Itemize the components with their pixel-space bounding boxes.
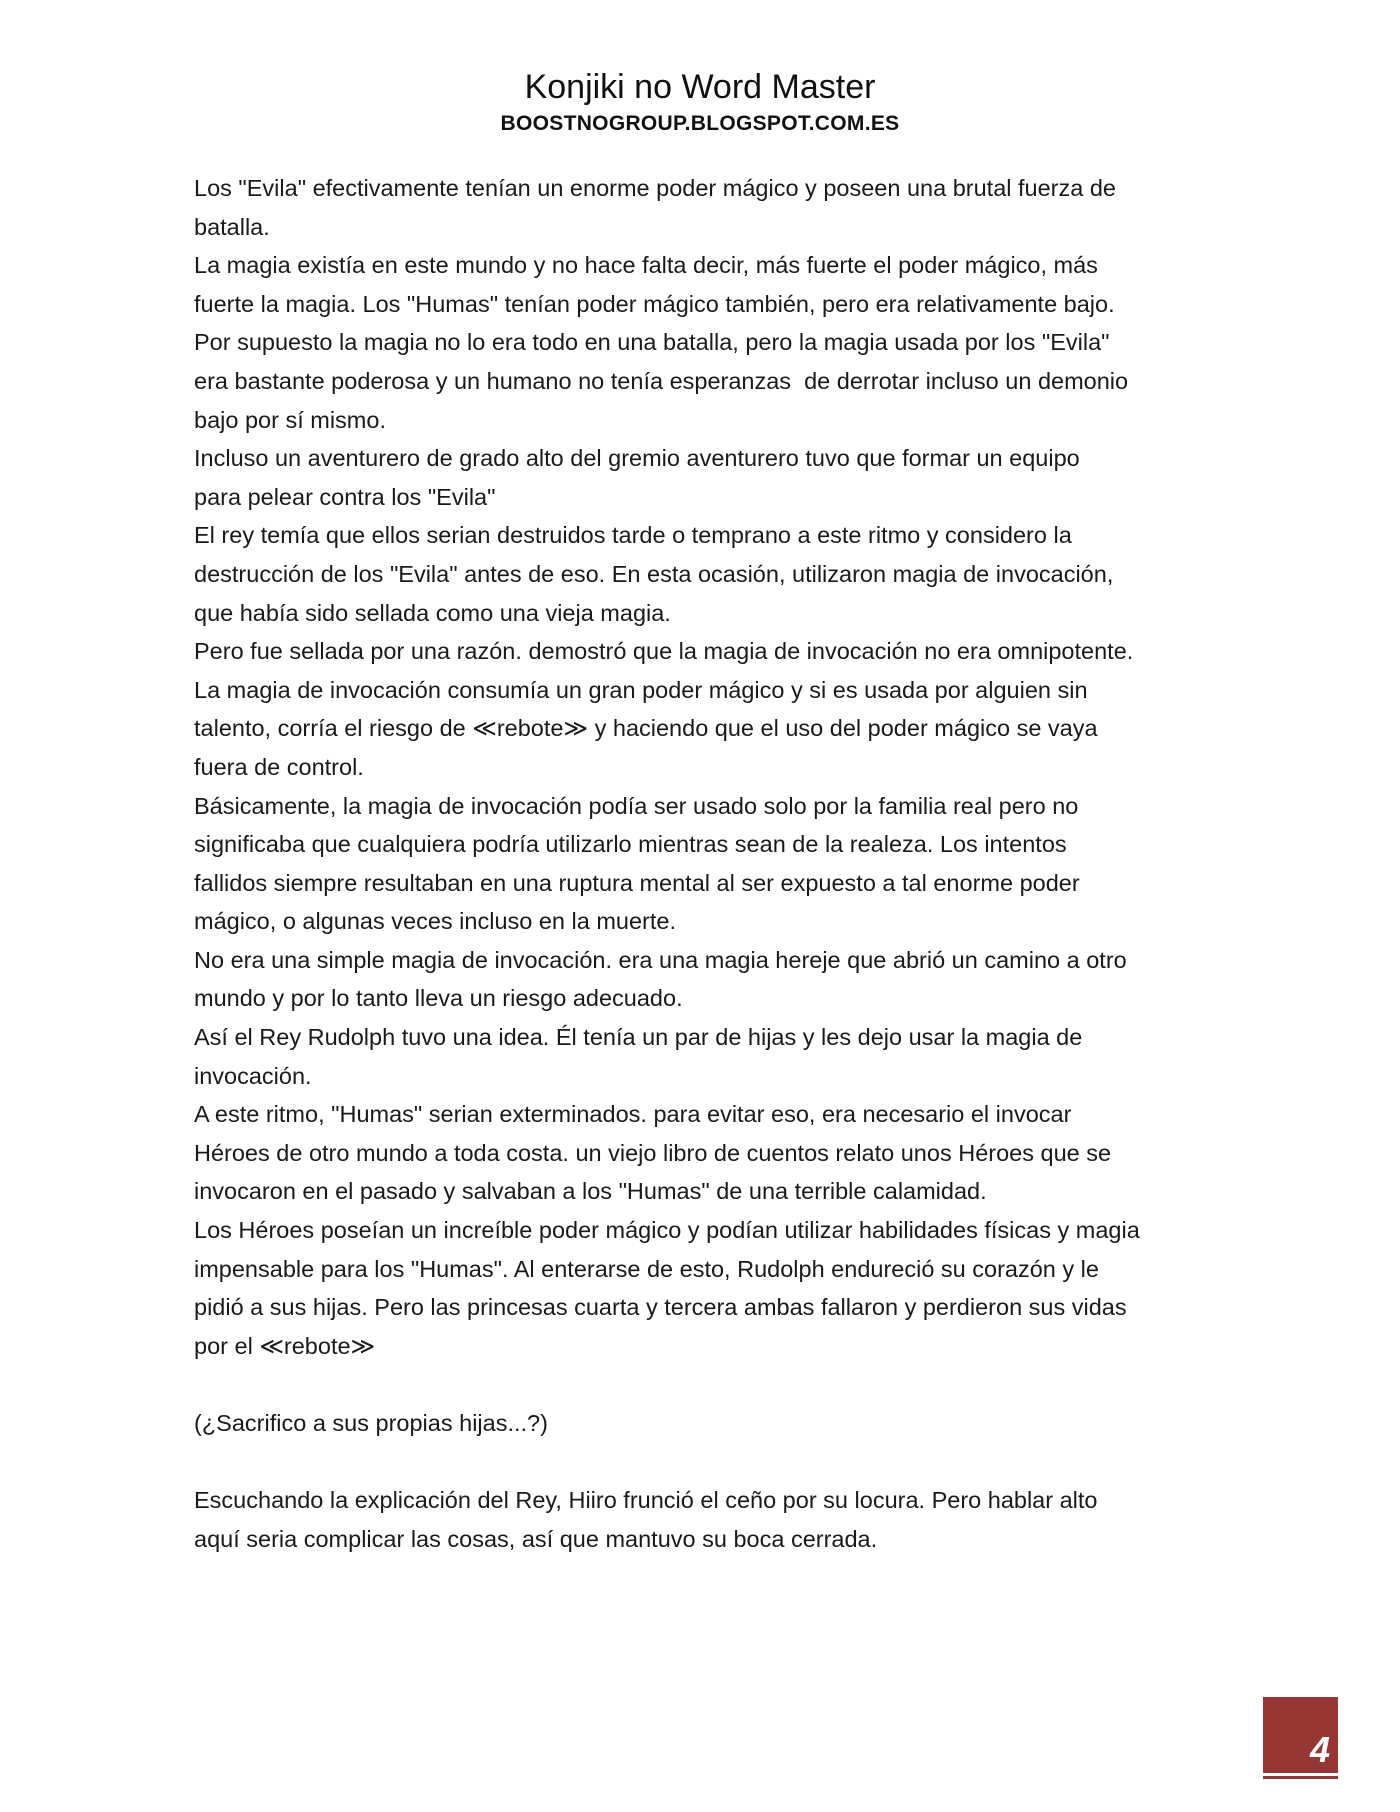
text-line: Pero fue sellada por una razón. demostró que la magia de invocación no era omnipotente. xyxy=(194,638,1134,665)
text-line: pidió a sus hijas. Pero las princesas cuarta y tercera ambas fallaron y perdieron sus vidas xyxy=(194,1294,1127,1321)
body-text xyxy=(194,169,1224,1558)
text-line: batalla. xyxy=(194,213,270,240)
page-number-box xyxy=(1263,1697,1338,1773)
text-line: era bastante poderosa y un humano no tenía esperanzas de derrotar incluso un demonio xyxy=(194,367,1129,394)
text-line: bajo por sí mismo. xyxy=(194,406,386,433)
text-line: Básicamente, la magia de invocación podía ser usado solo por la familia real pero no xyxy=(194,792,1079,819)
text-line: fuerte la magia. Los "Humas" tenían poder mágico también, pero era relativamente bajo. xyxy=(194,290,1115,317)
text-line: Escuchando la explicación del Rey, Hiiro frunció el ceño por su locura. Pero hablar alto xyxy=(194,1487,1098,1514)
text-line: La magia existía en este mundo y no hace falta decir, más fuerte el poder mágico, más xyxy=(194,252,1098,279)
text-line: significaba que cualquiera podría utilizarlo mientras sean de la realeza. Los intentos xyxy=(194,831,1067,858)
page-subtitle: BOOSTNOGROUP.BLOGSPOT.COM.ES xyxy=(500,112,900,135)
text-line: Los "Evila" efectivamente tenían un enorme poder mágico y poseen una brutal fuerza de xyxy=(194,175,1116,201)
text-line: que había sido sellada como una vieja magia. xyxy=(194,599,671,626)
text-line: Así el Rey Rudolph tuvo una idea. Él tenía un par de hijas y les dejo usar la magia de xyxy=(194,1024,1083,1051)
text-line: Los Héroes poseían un increíble poder mágico y podían utilizar habilidades físicas y magia xyxy=(194,1217,1140,1244)
text-line: (¿Sacrifico a sus propias hijas...?) xyxy=(194,1410,548,1436)
page-number-underline xyxy=(1263,1776,1338,1779)
blank-line xyxy=(194,1443,1224,1482)
text-line: A este ritmo, "Humas" serian exterminados. para evitar eso, era necesario el invocar xyxy=(194,1101,1072,1128)
text-line: Incluso un aventurero de grado alto del gremio aventurero tuvo que formar un equipo xyxy=(194,445,1080,472)
text-line: No era una simple magia de invocación. era una magia hereje que abrió un camino a otro xyxy=(194,946,1127,973)
page-header xyxy=(0,66,1400,138)
text-line: aquí seria complicar las cosas, así que mantuvo su boca cerrada. xyxy=(194,1525,878,1552)
page-title: Konjiki no Word Master xyxy=(524,68,876,106)
page-number: 4 xyxy=(1309,1729,1330,1770)
text-line: mágico, o algunas veces incluso en la muerte. xyxy=(194,908,677,935)
text-line: destrucción de los "Evila" antes de eso. En esta ocasión, utilizaron magia de invocación, xyxy=(194,560,1114,587)
text-line: impensable para los "Humas". Al enterarse de esto, Rudolph endureció su corazón y le xyxy=(194,1255,1099,1282)
text-line: La magia de invocación consumía un gran poder mágico y si es usada por alguien sin xyxy=(194,676,1088,703)
text-line: para pelear contra los "Evila" xyxy=(194,483,496,510)
text-line: El rey temía que ellos serian destruidos tarde o temprano a este ritmo y considero la xyxy=(194,522,1072,549)
text-line: Por supuesto la magia no lo era todo en una batalla, pero la magia usada por los "Evila" xyxy=(194,329,1110,356)
text-line: invocación. xyxy=(194,1062,312,1089)
text-line: Héroes de otro mundo a toda costa. un viejo libro de cuentos relato unos Héroes que se xyxy=(194,1139,1112,1166)
text-line: invocaron en el pasado y salvaban a los "Humas" de una terrible calamidad. xyxy=(194,1178,987,1205)
text-line: por el ≪rebote≫ xyxy=(194,1332,376,1359)
text-line: mundo y por lo tanto lleva un riesgo adecuado. xyxy=(194,985,683,1012)
text-line: talento, corría el riesgo de ≪rebote≫ y haciendo que el uso del poder mágico se vaya xyxy=(194,715,1098,742)
text-line: fuera de control. xyxy=(194,753,364,780)
text-line: fallidos siempre resultaban en una ruptura mental al ser expuesto a tal enorme poder xyxy=(194,869,1080,896)
blank-line xyxy=(194,1365,1224,1404)
